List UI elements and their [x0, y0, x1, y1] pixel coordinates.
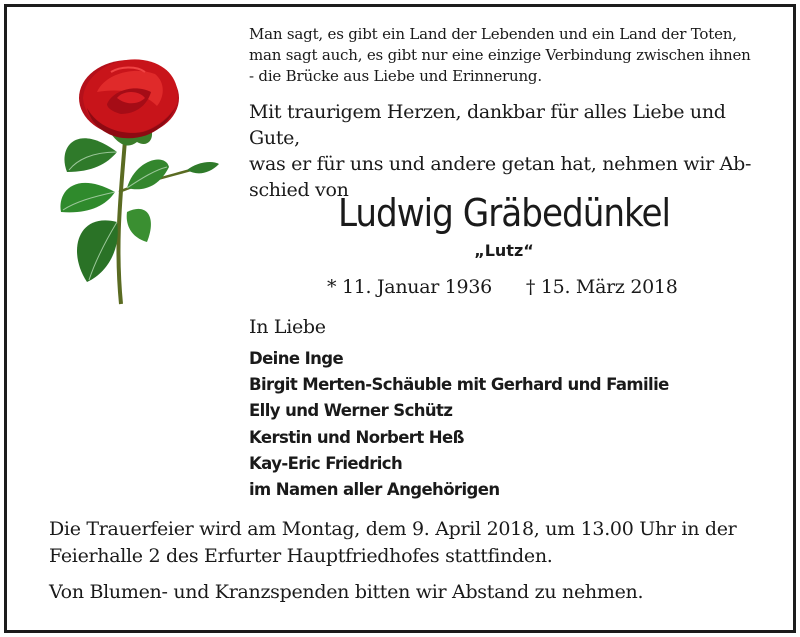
- red-rose-icon: [47, 52, 227, 312]
- birth-date: * 11. Januar 1936: [327, 276, 492, 298]
- mourners-list: [249, 346, 669, 503]
- mourner-name: Kay-Eric Friedrich: [249, 453, 403, 473]
- intro-line: Mit traurigem Herzen, dankbar für alles Liebe und Gute,: [249, 101, 726, 149]
- service-line: Feierhalle 2 des Erfurter Hauptfriedhofes stattfinden.: [49, 545, 553, 567]
- service-line: Die Trauerfeier wird am Montag, dem 9. April 2018, um 13.00 Uhr in der: [49, 518, 737, 540]
- memorial-poem: [249, 24, 779, 87]
- deceased-name: Ludwig Gräbedünkel: [337, 191, 671, 235]
- mourner-name: im Namen aller Angehörigen: [249, 480, 500, 500]
- mourner-name: Kerstin und Norbert Heß: [249, 427, 464, 447]
- poem-line: man sagt auch, es gibt nur eine einzige Verbindung zwischen ihnen: [249, 46, 751, 64]
- poem-line: Man sagt, es gibt ein Land der Lebenden und ein Land der Toten,: [249, 25, 737, 43]
- funeral-service-info: [49, 516, 789, 570]
- deceased-nickname: „Lutz“: [474, 241, 534, 260]
- intro-line: was er für uns und andere getan hat, nehmen wir Ab-: [249, 153, 752, 175]
- poem-line: - die Brücke aus Liebe und Erinnerung.: [249, 67, 542, 85]
- intro-text: [249, 99, 779, 203]
- intro-line: schied von: [249, 179, 349, 201]
- mourner-name: Deine Inge: [249, 349, 344, 368]
- mourner-name: Elly und Werner Schütz: [249, 401, 453, 421]
- mourner-name: Birgit Merten-Schäuble mit Gerhard und Familie: [249, 375, 669, 395]
- flowers-note: Von Blumen- und Kranzspenden bitten wir Abstand zu nehmen.: [49, 581, 644, 603]
- life-dates: [327, 274, 678, 300]
- closing-phrase: In Liebe: [249, 316, 326, 338]
- obituary-notice: [4, 4, 796, 633]
- death-date: † 15. März 2018: [525, 276, 678, 298]
